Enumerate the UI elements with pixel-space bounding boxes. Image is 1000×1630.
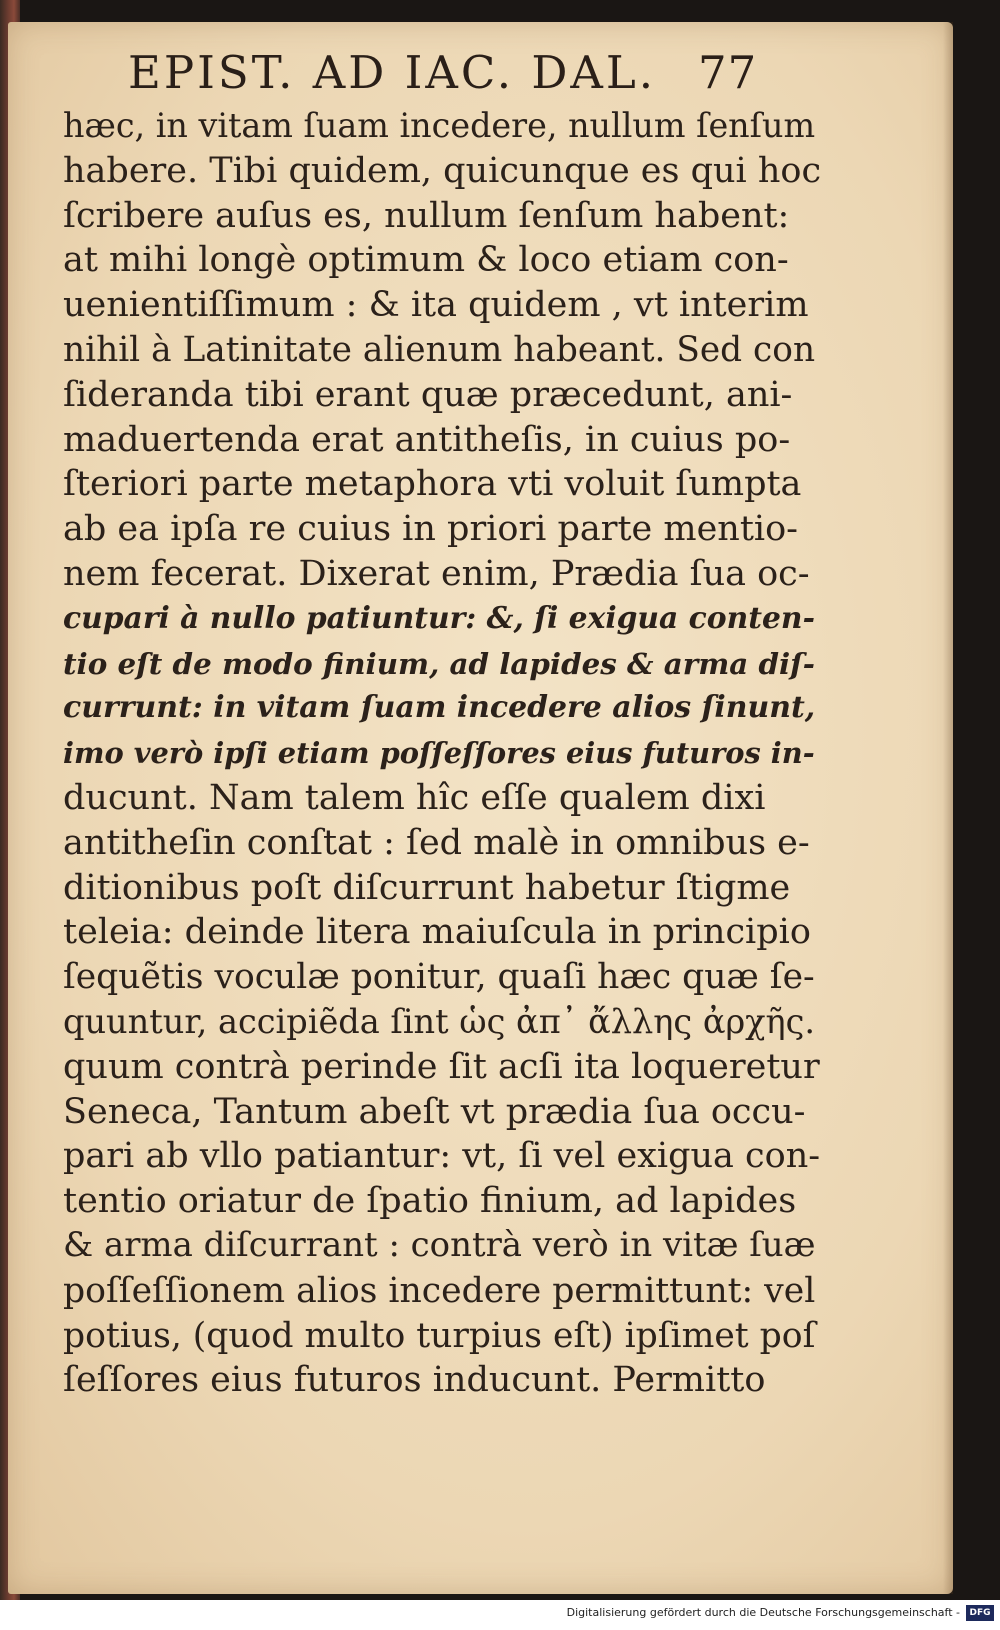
text-line: ditionibus poſt diſcurrunt habetur ſtigme <box>63 867 791 908</box>
text-line: nem fecerat. Dixerat enim, Prædia ſua oc- <box>63 553 810 594</box>
page-number: 77 <box>698 46 758 99</box>
text-line: hæc, in vitam ſuam incedere, nullum ſenſum <box>63 106 816 145</box>
text-line: tio eſt de modo finium, ad lapides & arma diſ- <box>63 645 815 681</box>
page-edge-shadow <box>943 22 953 1594</box>
text-line: tentio oriatur de ſpatio finium, ad lapides <box>63 1181 797 1222</box>
text-line: uenientiſſimum : & ita quidem , vt interim <box>63 285 809 326</box>
text-line: ſeſſores eius futuros inducunt. Permitto <box>63 1360 766 1401</box>
text-line: poſſeſſionem alios incedere permittunt: vel <box>63 1270 816 1311</box>
text-line: cupari à nullo patiuntur: &, ſi exigua conten- <box>63 600 815 636</box>
text-line: potius, (quod multo turpius eſt) ipſimet poſ <box>63 1315 816 1356</box>
text-line: ſideranda tibi erant quæ præcedunt, ani- <box>63 374 793 415</box>
text-line: ſequẽtis voculæ ponitur, quaſi hæc quæ ſe- <box>63 957 815 998</box>
dfg-logo: DFG <box>966 1605 994 1621</box>
text-line: pari ab vllo patiantur: vt, ſi vel exigua con- <box>63 1136 821 1177</box>
digitization-credit: Digitalisierung gefördert durch die Deutsche Forschungsgemeinschaft - <box>566 1606 960 1619</box>
text-line: at mihi longè optimum & loco etiam con- <box>63 240 789 281</box>
text-line: ducunt. Nam talem hîc eſſe qualem dixi <box>63 777 766 818</box>
text-line: antitheſin conſtat : ſed malè in omnibus e- <box>63 822 810 863</box>
body-text <box>63 104 823 1403</box>
text-line: currunt: in vitam ſuam incedere alios ſinunt, <box>63 690 816 726</box>
text-line: ſteriori parte metaphora vti voluit ſumpta <box>63 464 802 505</box>
text-line: nihil à Latinitate alienum habeant. Sed con <box>63 329 816 370</box>
book-page <box>8 22 953 1594</box>
text-line: quum contrà perinde ſit acſi ita loqueretur <box>63 1046 820 1087</box>
text-line: teleia: deinde litera maiuſcula in principio <box>63 912 811 953</box>
text-line: quuntur, accipiẽda ſint ὡς ἀπ᾽ ἄλλης ἀρχῆς. <box>63 1001 816 1041</box>
text-line: ab ea ipſa re cuius in priori parte mentio- <box>63 509 798 550</box>
text-line: & arma diſcurrant : contrà verò in vitæ ſuæ <box>63 1225 816 1265</box>
text-line: maduertenda erat antitheſis, in cuius po- <box>63 419 791 460</box>
running-title: EPIST. AD IAC. DAL. <box>128 46 657 99</box>
text-line: imo verò ipſi etiam poſſeſſores eius futuros in- <box>63 736 815 771</box>
text-line: habere. Tibi quidem, quicunque es qui hoc <box>63 150 822 191</box>
text-line: Seneca, Tantum abeſt vt prædia ſua occu- <box>63 1091 806 1132</box>
text-line: ſcribere auſus es, nullum ſenſum habent: <box>63 195 790 236</box>
footer-bar <box>0 1600 1000 1630</box>
